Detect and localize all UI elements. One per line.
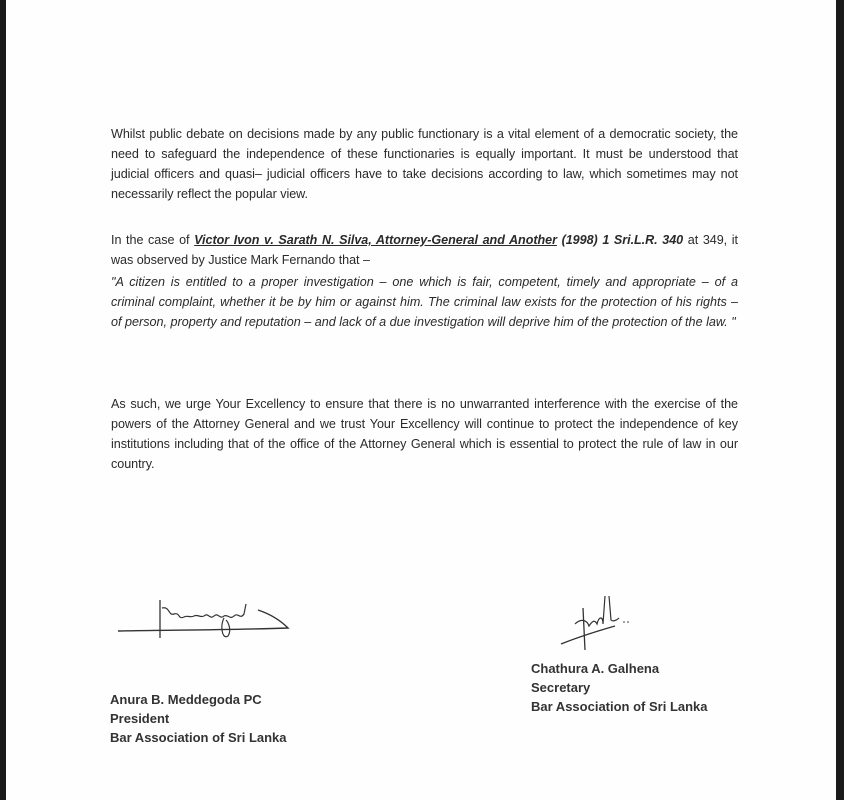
signer-name: Chathura A. Galhena [531,661,660,676]
paragraph-case-reference [111,230,738,270]
paragraph-public-debate: Whilst public debate on decisions made by any public functionary is a vital element of a democratic society, the need to safeguard the independence of these functionaries is equally important. It must be understood that judicial officers and quasi– judicial officers have to take decisions according to law, which sometimes may not necessarily reflect the popular view. [111,127,738,201]
case-citation: (1998) 1 Sri.L.R. 340 [556,233,684,247]
case-suffix-text: at 349, it was observed by Justice Mark Fernando that – [111,233,738,267]
signature-block-secretary [531,590,791,716]
handwritten-signature-icon [110,590,370,650]
signer-organization: Bar Association of Sri Lanka [110,730,287,745]
letter-page [6,0,836,800]
signer-title: President [110,711,170,726]
signer-name: Anura B. Meddegoda PC [110,692,262,707]
signature-block-president [110,590,370,747]
paragraph-urge: As such, we urge Your Excellency to ensure that there is no unwarranted interference with the exercise of the powers of the Attorney General and we trust Your Excellency will continue to protect the independence of key institutions including that of the office of the Attorney General which is essential to protect the rule of law in our country. [111,397,738,471]
judicial-quote: "A citizen is entitled to a proper investigation – one which is fair, competent, timely and appropriate – of a criminal complaint, whether it be by him or against him. The criminal law exists for the protection of his rights – of person, property and reputation – and lack of a due investigation will deprive him of the protection of the law. " [111,275,738,329]
case-name: Victor Ivon v. Sarath N. Silva, Attorney-General and Another [194,233,557,247]
case-intro-text: In the case of [111,233,195,247]
signer-organization: Bar Association of Sri Lanka [531,699,708,714]
signer-title: Secretary [531,680,591,695]
handwritten-signature-icon [531,590,791,650]
